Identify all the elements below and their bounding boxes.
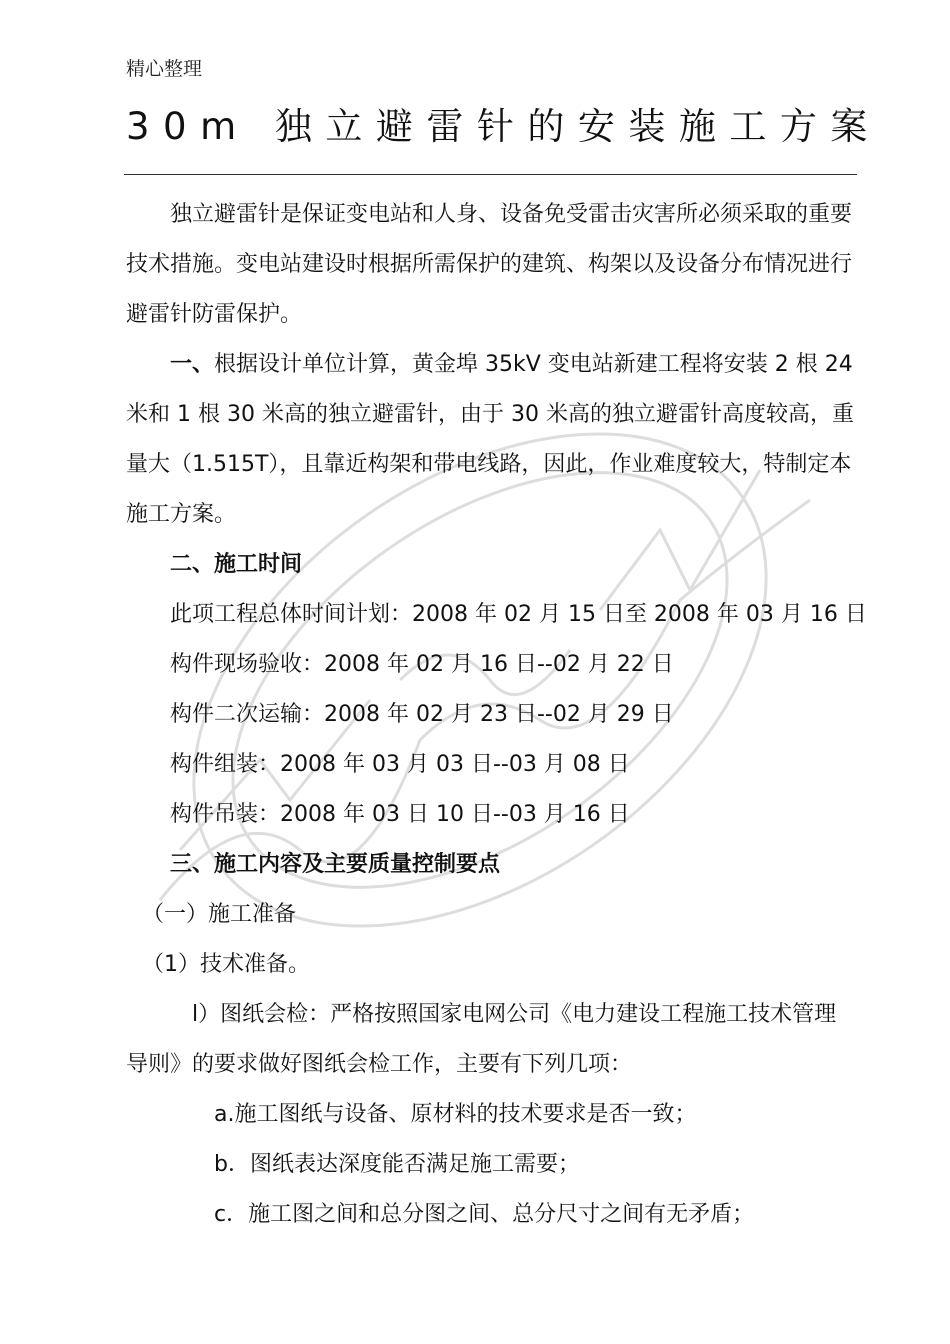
check-item-c: c．施工图之间和总分图之间、总分尺寸之间有无矛盾； xyxy=(214,1202,755,1227)
section2-heading: 二、施工时间 xyxy=(170,552,303,577)
title-divider xyxy=(124,174,857,175)
section1-text: 根据设计单位计算，黄金埠 35kV 变电站新建工程将安装 2 根 24 xyxy=(214,352,853,377)
section1-line-4: 施工方案。 xyxy=(126,502,237,527)
section1-line-2: 米和 1 根 30 米高的独立避雷针，由于 30 米高的独立避雷针高度较高，重 xyxy=(126,402,854,427)
intro-line-2: 技术措施。变电站建设时根据所需保护的建筑、构架以及设备分布情况进行 xyxy=(126,252,853,277)
item-drawing-review-line-1: l）图纸会检：严格按照国家电网公司《电力建设工程施工技术管理 xyxy=(192,1002,837,1027)
schedule-overall: 此项工程总体时间计划：2008 年 02 月 15 日至 2008 年 03 月 16 日 xyxy=(170,602,867,627)
schedule-acceptance: 构件现场验收：2008 年 02 月 16 日--02 月 22 日 xyxy=(170,652,674,677)
document-body xyxy=(126,190,867,1240)
section1-heading: 一、 xyxy=(170,352,215,377)
document-title: 30m 独立避雷针的安装施工方案 xyxy=(126,105,881,148)
subsection-technical-prep: （1）技术准备。 xyxy=(142,952,310,977)
schedule-assembly: 构件组装：2008 年 03 月 03 日--03 月 08 日 xyxy=(170,752,630,777)
item-drawing-review-line-2: 导则》的要求做好图纸会检工作，主要有下列几项： xyxy=(126,1052,633,1077)
check-item-b: b．图纸表达深度能否满足施工需要； xyxy=(214,1152,580,1177)
subsection-preparation: （一）施工准备 xyxy=(142,902,297,927)
check-item-a: a.施工图纸与设备、原材料的技术要求是否一致； xyxy=(214,1102,697,1127)
intro-line-1: 独立避雷针是保证变电站和人身、设备免受雷击灾害所必须采取的重要 xyxy=(170,202,853,227)
intro-line-3: 避雷针防雷保护。 xyxy=(126,302,303,327)
section1-line-3: 量大（1.515T），且靠近构架和带电线路，因此，作业难度较大，特制定本 xyxy=(126,452,852,477)
header-note: 精心整理 xyxy=(126,58,203,80)
section1-line-1 xyxy=(126,340,861,390)
schedule-transport: 构件二次运输：2008 年 02 月 23 日--02 月 29 日 xyxy=(170,702,674,727)
section3-heading: 三、施工内容及主要质量控制要点 xyxy=(170,852,501,877)
schedule-hoisting: 构件吊装：2008 年 03 日 10 日--03 月 16 日 xyxy=(170,802,630,827)
